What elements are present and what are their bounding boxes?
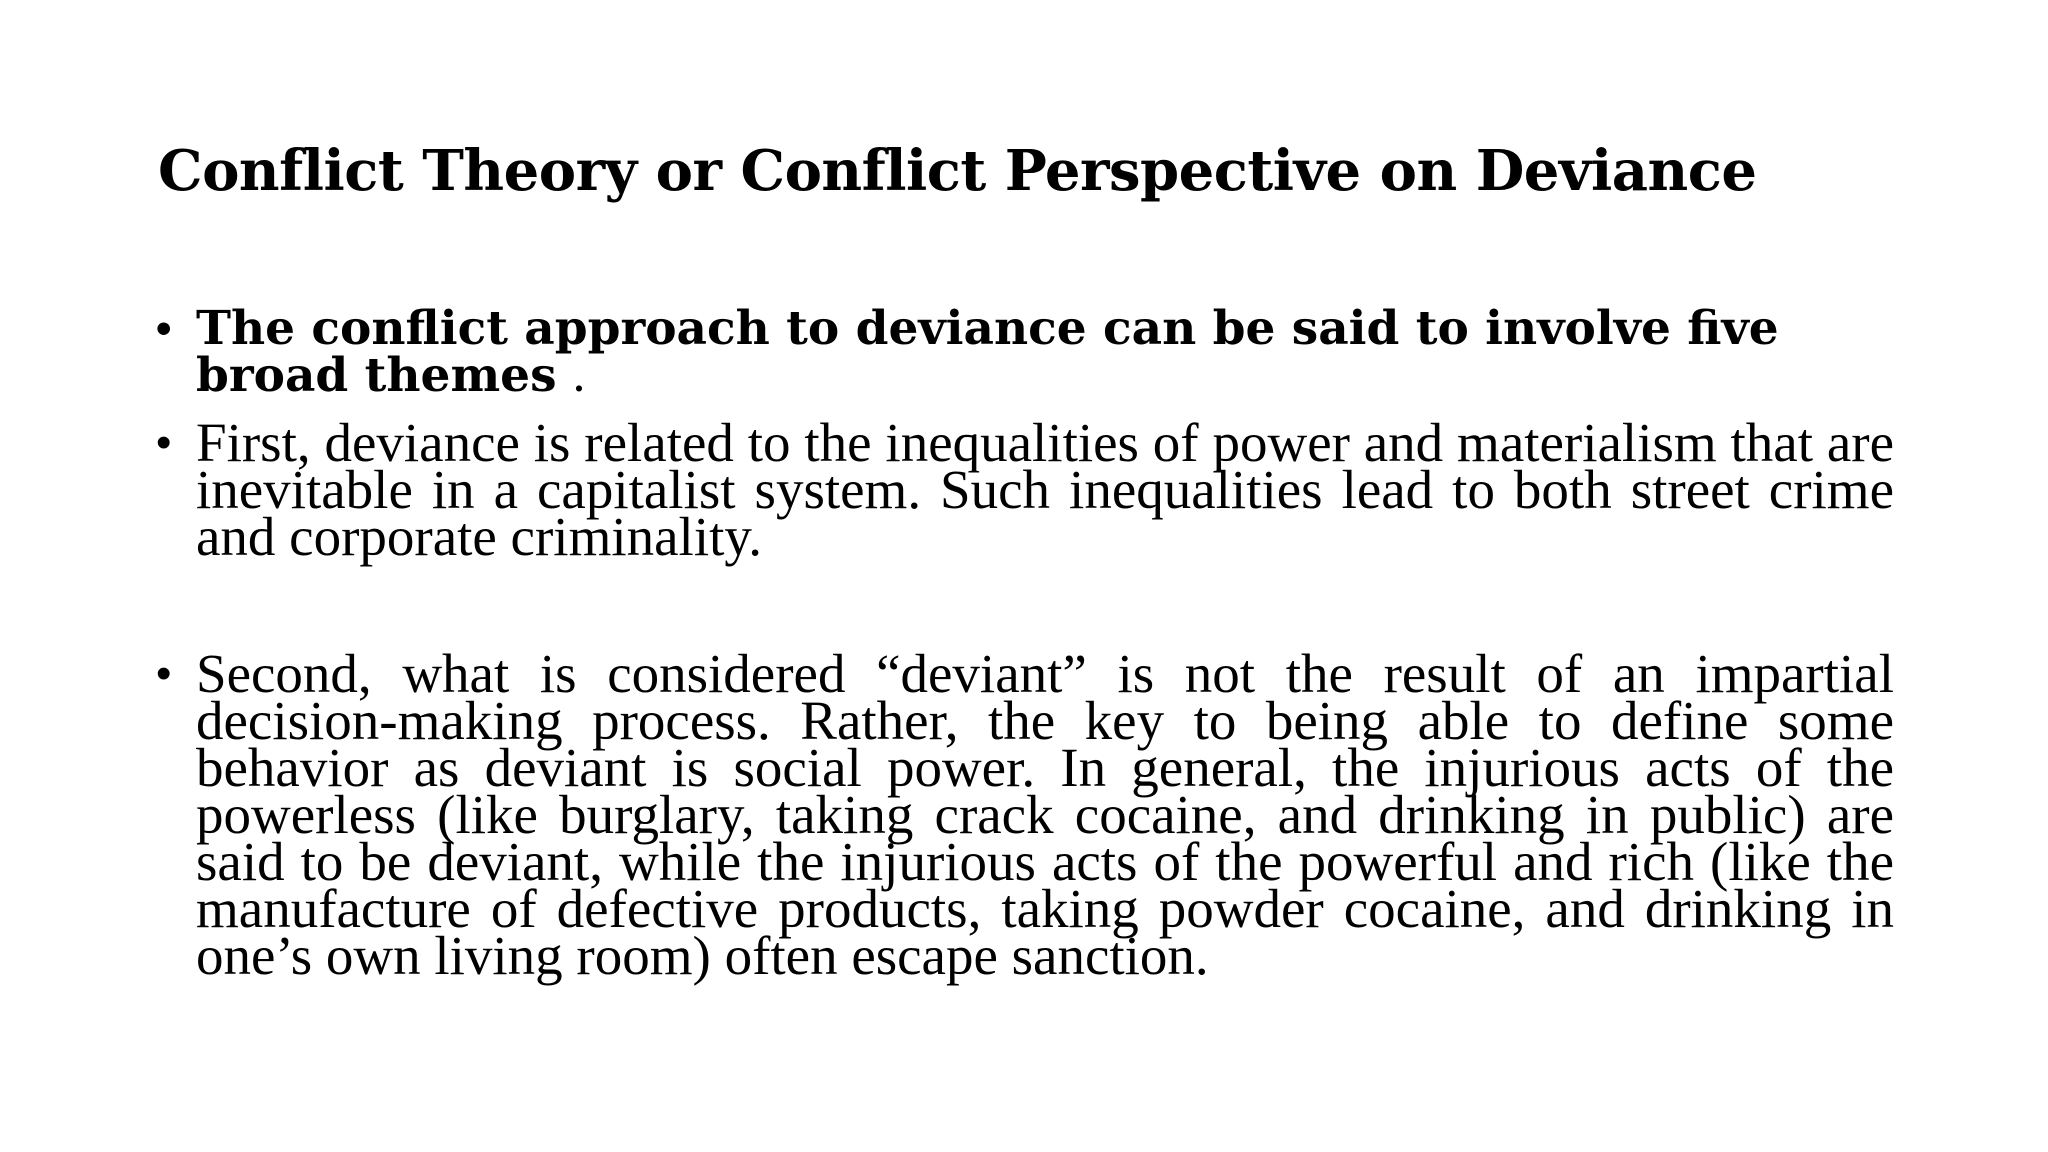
bullet-text: First, deviance is related to the inequalities of power and materialism that are inevitable in a capitalist system. Such inequalities lead to both street crime and corporate criminality. xyxy=(196,412,1894,567)
bullet-suffix: . xyxy=(556,348,587,403)
bullet-text: The conflict approach to deviance can be said to involve five broad themes xyxy=(196,301,1779,403)
bullet-icon: • xyxy=(156,649,172,698)
bullet-icon: • xyxy=(156,304,172,353)
bullet-item-themes xyxy=(156,301,1894,403)
bullet-item-second xyxy=(156,643,1894,986)
bullet-text: Second, what is considered “deviant” is not the result of an impartial decision-making process. Rather, the key to being able to define some behavior as deviant is social power. In general, the injurious acts of the powerless (like burglary, taking crack cocaine, and drinking in public) are said to be deviant, while the injurious acts of the powerful and rich (like the manufacture of defective products, taking powder cocaine, and drinking in one’s own living room) often escape sanction. xyxy=(196,643,1894,986)
bullet-item-first xyxy=(156,412,1894,567)
bullet-icon: • xyxy=(156,418,172,467)
slide-title: Conflict Theory or Conflict Perspective on Deviance xyxy=(158,138,1757,204)
